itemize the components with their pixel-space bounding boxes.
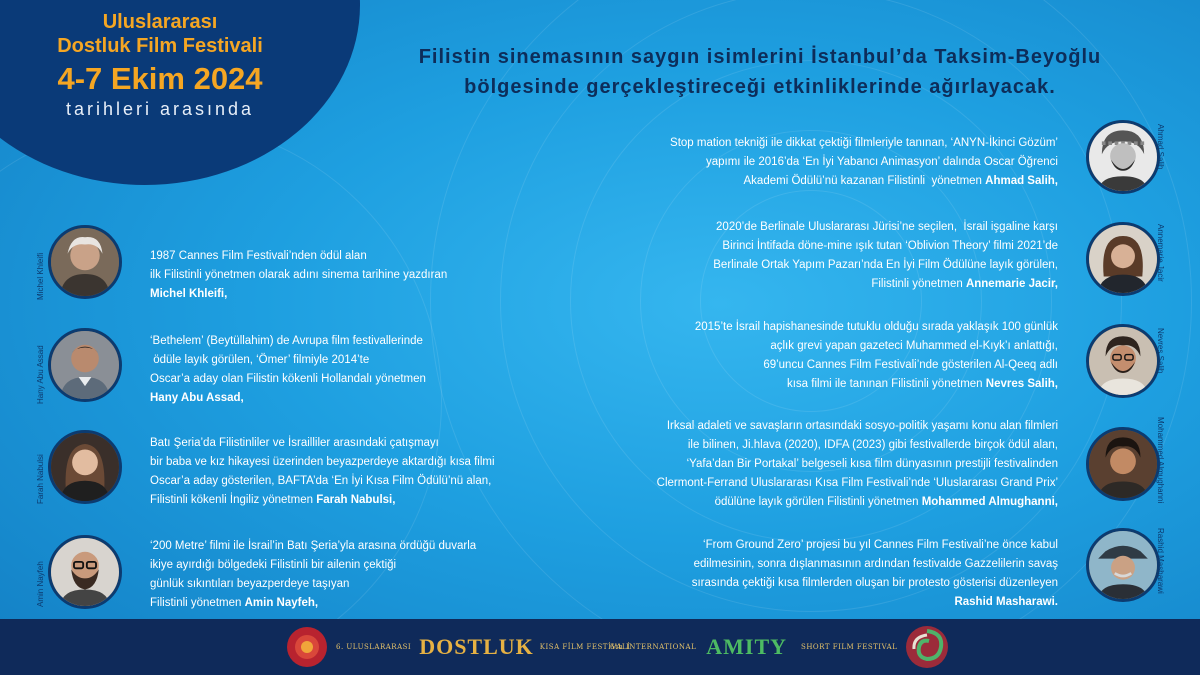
tr-small-label-2: KISA FİLM FESTİVALİ xyxy=(539,643,631,651)
description-line: 69’uncu Cannes Film Festivali’nde gösterilen Al-Qeeq adlı xyxy=(763,359,1058,371)
tr-small-label: 6. ULUSLARARASI xyxy=(336,643,412,651)
description-line-final xyxy=(560,275,1058,294)
name-prefix: kısa filmi ile tanınan Filistinli yönetmen xyxy=(786,378,986,390)
person-name: Amin Nayfeh, xyxy=(244,597,319,609)
person-name: Ahmad Salih, xyxy=(985,175,1058,187)
person-name-label: Michel Khleifi xyxy=(36,252,45,300)
person-name: Michel Khleifi, xyxy=(150,288,228,300)
person-name: Nevres Salih, xyxy=(985,378,1058,390)
person-rashid-masharawi xyxy=(560,528,1200,614)
person-name: Farah Nabulsi, xyxy=(316,494,396,506)
description-line: sırasında çektiği kısa filmlerden oluşan bir protesto gösterisi düzenleyen xyxy=(691,577,1058,589)
description-line-final xyxy=(150,594,550,613)
description-line: Birinci İntifada döne-mine ışık tutan ‘Oblivion Theory’ filmi 2021’de xyxy=(722,240,1058,252)
person-description xyxy=(560,218,1058,294)
footer-bar xyxy=(0,619,1200,675)
person-description xyxy=(150,332,550,408)
name-prefix: Filistinli yönetmen xyxy=(150,597,245,609)
person-description xyxy=(560,134,1058,191)
description-line: Batı Şeria’da Filistinliler ve İsrailliler arasındaki çatışmayı xyxy=(150,437,439,449)
description-line: 2020’de Berlinale Uluslararası Jürisi’ne seçilen, İsrail işgaline karşı xyxy=(716,221,1058,233)
portrait-photo xyxy=(1086,120,1160,194)
festival-title xyxy=(0,10,320,120)
person-name-label: Ahmad Salih xyxy=(1156,124,1165,170)
person-name-label: Annemarie Jacir xyxy=(1156,224,1165,282)
person-name: Mohammed Almughanni, xyxy=(921,496,1058,508)
name-prefix: Filistinli yönetmen xyxy=(871,278,966,290)
description-line-final xyxy=(560,172,1058,191)
description-line: Oscar’a aday gösterilen, BAFTA’da ‘En İyi Kısa Film Ödülü’nü alan, xyxy=(150,475,492,487)
description-line: ile bilinen, Ji.hlava (2020), IDFA (2023) gibi festivallerde birçok ödül alan, xyxy=(687,439,1058,451)
title-line-1: Uluslararası xyxy=(102,11,218,33)
tr-brand-name: DOSTLUK xyxy=(419,634,534,659)
person-description xyxy=(560,536,1058,612)
person-description xyxy=(150,537,550,613)
person-nevres-salih xyxy=(560,321,1200,404)
person-name-label: Rashid Masharawi xyxy=(1156,528,1165,594)
description-line: bir baba ve kız hikayesi üzerinden beyazperdeye aktardığı kısa filmi xyxy=(150,456,495,468)
person-name-label: Mohammed Almughanni xyxy=(1156,417,1165,504)
person-ahmad-salih xyxy=(560,120,1200,200)
person-name-label: Farah Nabulsi xyxy=(36,454,45,504)
description-line-final xyxy=(150,491,550,510)
description-line: ‘From Ground Zero’ projesi bu yıl Cannes Film Festivali’ne önce kabul xyxy=(703,539,1058,551)
en-festival-logo xyxy=(610,625,949,669)
name-prefix: Filistinli kökenli İngiliz yönetmen xyxy=(150,494,317,506)
en-brand-name: AMITY xyxy=(706,634,788,659)
person-description xyxy=(560,417,1058,512)
name-prefix: ödülüne layık görülen Filistinli yönetmen xyxy=(714,496,922,508)
portrait-photo xyxy=(1086,427,1160,501)
person-michel-khleifi xyxy=(0,225,560,305)
description-line-final xyxy=(560,493,1058,512)
description-line: Irksal adaleti ve savaşların ortasındaki sosyo-politik yaşamı konu alan filmleri xyxy=(666,420,1058,432)
description-line: açlık grevi yapan gazeteci Muhammed el-Kıyk’ı anlattığı, xyxy=(770,340,1058,352)
description-line: Berlinale Ortak Yapım Pazarı’nda En İyi Film Ödülüne layık görülen, xyxy=(713,259,1058,271)
festival-emblem-icon xyxy=(286,626,328,668)
description-line: ‘Yafa’dan Bir Portakal’ belgeseli kısa film dünyasının prestijli festivalinden xyxy=(686,458,1058,470)
person-hany-abu-assad xyxy=(0,328,560,408)
description-line: edilmesinin, sonra dışlanmasının ardından festivalde Gazzelilerin savaş xyxy=(693,558,1058,570)
en-small-label-2: SHORT FILM FESTIVAL xyxy=(801,643,898,651)
description-line: ödüle layık görülen, ‘Ömer’ filmiyle 2014’te xyxy=(150,354,370,366)
description-line: Clermont-Ferrand Uluslararası Kısa Film Festivali’nde ‘Uluslararası Grand Prix’ xyxy=(656,477,1058,489)
portrait-photo xyxy=(1086,324,1160,398)
portrait-photo xyxy=(1086,222,1160,296)
description-line: Stop mation tekniği ile dikkat çektiği filmleriyle tanınan, ‘ANYN-İkinci Gözüm’ xyxy=(670,137,1058,149)
name-prefix: Akademi Ödülü’nü kazanan Filistinli yönetmen xyxy=(743,175,986,187)
description-line: ilk Filistinli yönetmen olarak adını sinema tarihine yazdıran xyxy=(150,269,448,281)
person-annemarie-jacir xyxy=(560,222,1200,302)
description-line: yapımı ile 2016’da ‘En İyi Yabancı Animasyon’ dalında Oscar Öğrenci xyxy=(705,156,1058,168)
portrait-photo xyxy=(48,430,122,504)
portrait-photo xyxy=(48,225,122,299)
person-name: Hany Abu Assad, xyxy=(150,392,244,404)
person-description xyxy=(560,318,1058,394)
description-line-final xyxy=(560,375,1058,394)
title-line-2: Dostluk Film Festivali xyxy=(57,35,263,57)
description-line: ‘200 Metre’ filmi ile İsrail’in Batı Şeria’yla arasına ördüğü duvarla xyxy=(150,540,477,552)
person-mohammed-almughanni xyxy=(560,417,1200,515)
portrait-photo xyxy=(48,535,122,609)
person-name-label: Hany Abu Assad xyxy=(36,345,45,404)
portrait-photo xyxy=(48,328,122,402)
person-name-label: Nevres Salih xyxy=(1156,328,1165,374)
description-line: Oscar’a aday olan Filistin kökenli Hollandalı yönetmen xyxy=(150,373,426,385)
person-name: Annemarie Jacir, xyxy=(965,278,1058,290)
dates-caption: tarihleri arasında xyxy=(65,99,255,119)
person-amin-nayfeh xyxy=(0,535,560,615)
festival-dates: 4-7 Ekim 2024 xyxy=(57,61,263,96)
headline xyxy=(350,42,1170,102)
headline-line-1: Filistin sinemasının saygın isimlerini İstanbul’da Taksim-Beyoğlu xyxy=(418,46,1102,68)
description-line: 2015’te İsrail hapishanesinde tutuklu olduğu sırada yaklaşık 100 günlük xyxy=(694,321,1058,333)
description-line: günlük sıkıntıları beyazperdeye taşıyan xyxy=(150,578,350,590)
person-farah-nabulsi xyxy=(0,430,560,510)
description-line: ikiye ayırdığı bölgedeki Filistinli bir ailenin çektiği xyxy=(150,559,397,571)
description-line: ‘Bethelem’ (Beytüllahim) de Avrupa film festivallerinde xyxy=(150,335,423,347)
person-description xyxy=(150,247,550,304)
person-name: Rashid Masharawi. xyxy=(954,596,1058,608)
headline-line-2: bölgesinde gerçekleştireceği etkinliklerinde ağırlayacak. xyxy=(464,76,1056,98)
portrait-photo xyxy=(1086,528,1160,602)
tr-festival-logo xyxy=(286,625,630,669)
festival-swirl-icon xyxy=(905,625,949,669)
person-name-label: Amin Nayfeh xyxy=(36,561,45,607)
description-line: 1987 Cannes Film Festivali’nden ödül alan xyxy=(150,250,367,262)
person-description xyxy=(150,434,550,510)
en-small-label: 6th INTERNATIONAL xyxy=(610,643,697,651)
